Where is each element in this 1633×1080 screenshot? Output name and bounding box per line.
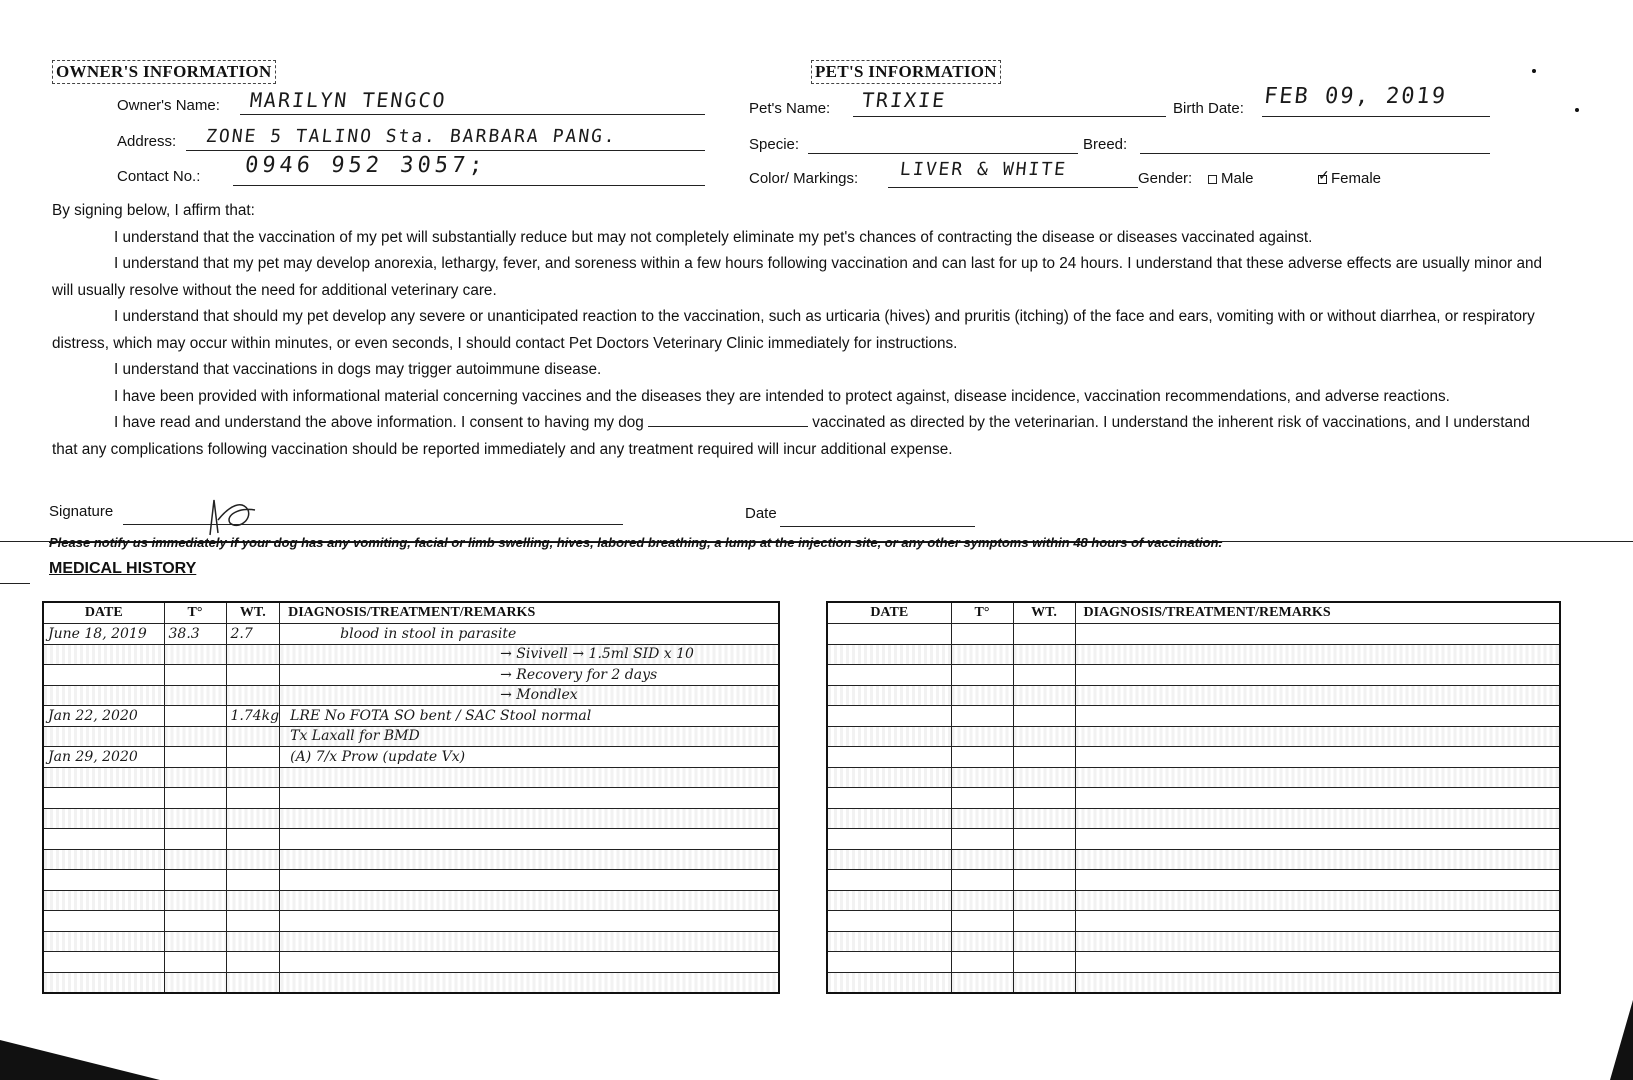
table-cell[interactable]	[164, 706, 226, 727]
signature-field[interactable]	[123, 506, 623, 525]
table-cell[interactable]	[43, 685, 164, 706]
table-cell[interactable]	[280, 931, 779, 952]
table-cell[interactable]	[164, 808, 226, 829]
table-cell[interactable]	[1075, 911, 1560, 932]
table-row	[43, 685, 779, 706]
table-cell[interactable]	[226, 726, 280, 747]
owner-name-label: Owner's Name:	[117, 97, 220, 114]
table-cell[interactable]	[226, 952, 280, 973]
table-row	[43, 808, 779, 829]
col-remarks-header: DIAGNOSIS/TREATMENT/REMARKS	[280, 602, 779, 624]
col-remarks-header: DIAGNOSIS/TREATMENT/REMARKS	[1075, 602, 1560, 624]
table-cell[interactable]	[280, 952, 779, 973]
table-row	[827, 952, 1560, 973]
table-cell[interactable]	[827, 767, 951, 788]
table-cell[interactable]	[1013, 624, 1075, 645]
table-cell[interactable]	[1075, 952, 1560, 973]
table-cell[interactable]	[1013, 788, 1075, 809]
color-label: Color/ Markings:	[749, 170, 859, 187]
table-cell[interactable]	[43, 829, 164, 850]
table-cell[interactable]	[226, 931, 280, 952]
entry-weight	[227, 667, 231, 683]
table-cell[interactable]	[951, 952, 1013, 973]
table-cell[interactable]	[1075, 788, 1560, 809]
table-cell[interactable]	[43, 747, 164, 768]
table-row	[43, 624, 779, 645]
table-cell[interactable]	[827, 788, 951, 809]
table-row	[43, 849, 779, 870]
consent-block	[52, 198, 1552, 463]
entry-weight	[227, 749, 231, 765]
table-cell[interactable]	[951, 788, 1013, 809]
table-cell[interactable]	[827, 665, 951, 686]
consent-p6	[52, 410, 1552, 463]
table-cell[interactable]	[827, 808, 951, 829]
breed-field[interactable]	[1140, 135, 1490, 154]
table-cell[interactable]	[1013, 952, 1075, 973]
table-cell[interactable]	[951, 911, 1013, 932]
table-cell[interactable]	[1013, 890, 1075, 911]
table-row	[43, 706, 779, 727]
table-row	[827, 931, 1560, 952]
table-cell[interactable]	[164, 788, 226, 809]
owner-section-title: OWNER'S INFORMATION	[52, 60, 276, 84]
entry-remark: Tx Laxall for BMD	[290, 728, 420, 745]
dog-name-blank[interactable]	[648, 412, 808, 427]
entry-date	[44, 667, 48, 683]
table-cell[interactable]	[43, 849, 164, 870]
table-cell[interactable]	[43, 972, 164, 993]
table-cell[interactable]	[280, 829, 779, 850]
table-row	[43, 890, 779, 911]
entry-temp	[165, 708, 169, 724]
table-cell[interactable]	[827, 911, 951, 932]
col-temp-header: T°	[951, 602, 1013, 624]
entry-remark: → Mondlex	[500, 687, 578, 704]
scan-corner-shadow	[1600, 1000, 1633, 1080]
table-cell[interactable]	[226, 972, 280, 993]
pet-name-label: Pet's Name:	[749, 100, 831, 117]
table-cell[interactable]	[164, 911, 226, 932]
table-cell[interactable]	[827, 685, 951, 706]
date-label: Date	[745, 505, 777, 522]
table-cell[interactable]	[1075, 624, 1560, 645]
table-cell[interactable]	[1075, 890, 1560, 911]
table-cell[interactable]	[43, 890, 164, 911]
col-temp-header: T°	[164, 602, 226, 624]
specie-label: Specie:	[749, 136, 800, 153]
table-row	[827, 685, 1560, 706]
table-row	[43, 870, 779, 891]
table-cell[interactable]	[1075, 644, 1560, 665]
table-row	[43, 726, 779, 747]
table-cell[interactable]	[951, 624, 1013, 645]
notify-notice: Please notify us immediately if your dog has any vomiting, facial or limb swelling, hives, labored breathing, a lump at the injection site, or any other symptoms within 48 hours of vaccination.	[49, 535, 1223, 550]
table-cell[interactable]	[1013, 706, 1075, 727]
table-row	[827, 890, 1560, 911]
table-row	[43, 747, 779, 768]
table-cell[interactable]	[226, 808, 280, 829]
pet-section-title: PET'S INFORMATION	[811, 60, 1001, 84]
table-cell[interactable]	[280, 747, 779, 768]
table-cell[interactable]	[1013, 972, 1075, 993]
table-cell[interactable]	[827, 706, 951, 727]
female-label: Female	[1331, 170, 1382, 187]
table-row	[827, 706, 1560, 727]
table-cell[interactable]	[1075, 849, 1560, 870]
table-cell[interactable]	[1075, 870, 1560, 891]
table-cell[interactable]	[1013, 665, 1075, 686]
table-cell[interactable]	[226, 665, 280, 686]
table-row	[43, 767, 779, 788]
table-cell[interactable]	[280, 972, 779, 993]
table-cell[interactable]	[1075, 706, 1560, 727]
table-row	[827, 726, 1560, 747]
table-cell[interactable]	[43, 665, 164, 686]
table-cell[interactable]	[43, 870, 164, 891]
table-cell[interactable]	[280, 685, 779, 706]
consent-intro: By signing below, I affirm that:	[52, 202, 255, 219]
table-cell[interactable]	[226, 685, 280, 706]
table-cell[interactable]	[1075, 931, 1560, 952]
table-cell[interactable]	[1013, 829, 1075, 850]
entry-date: Jan 29, 2020	[48, 748, 138, 765]
table-cell[interactable]	[1013, 870, 1075, 891]
table-cell[interactable]	[827, 870, 951, 891]
consent-p4: I understand that vaccinations in dogs may trigger autoimmune disease.	[114, 361, 602, 378]
table-row	[827, 972, 1560, 993]
col-weight-header: WT.	[1013, 602, 1075, 624]
entry-remark: (A) 7/x Prow (update Vx)	[290, 748, 466, 765]
gender-male-option[interactable]	[1208, 170, 1254, 187]
pet-name-value: TRIXIE	[860, 88, 948, 112]
table-cell[interactable]	[951, 829, 1013, 850]
table-cell[interactable]	[1075, 808, 1560, 829]
table-row	[827, 849, 1560, 870]
table-cell[interactable]	[1075, 972, 1560, 993]
table-cell[interactable]	[164, 870, 226, 891]
table-cell[interactable]	[43, 767, 164, 788]
entry-temp	[165, 687, 169, 703]
table-cell[interactable]	[951, 685, 1013, 706]
table-cell[interactable]	[164, 767, 226, 788]
table-cell[interactable]	[1013, 849, 1075, 870]
table-cell[interactable]	[43, 808, 164, 829]
medical-history-table-left	[42, 601, 780, 994]
scan-speck	[1575, 108, 1579, 112]
table-cell[interactable]	[280, 706, 779, 727]
table-cell[interactable]	[1013, 767, 1075, 788]
table-cell[interactable]	[951, 747, 1013, 768]
table-cell[interactable]	[1075, 726, 1560, 747]
table-cell[interactable]	[951, 767, 1013, 788]
table-cell[interactable]	[827, 829, 951, 850]
table-row	[43, 972, 779, 993]
table-cell[interactable]	[827, 644, 951, 665]
table-cell[interactable]	[951, 890, 1013, 911]
entry-remark: blood in stool in parasite	[340, 625, 517, 642]
entry-temp	[165, 646, 169, 662]
table-row	[827, 644, 1560, 665]
birth-date-value: FEB 09, 2019	[1262, 84, 1449, 109]
table-cell[interactable]	[951, 972, 1013, 993]
table-row	[43, 931, 779, 952]
table-cell[interactable]	[43, 644, 164, 665]
table-cell[interactable]	[43, 952, 164, 973]
entry-weight: 1.74kg	[230, 707, 280, 724]
table-cell[interactable]	[1075, 685, 1560, 706]
consent-p6b: vaccinated as directed by the veterinarian. I understand the inherent risk of vaccinations, and I understand that any complications following vaccination should be reported immediately and any treatment required will incur additional expense.	[52, 414, 1530, 458]
table-cell[interactable]	[43, 788, 164, 809]
table-cell[interactable]	[280, 808, 779, 829]
table-row	[43, 788, 779, 809]
owner-name-value: MARILYN TENGCO	[248, 88, 448, 112]
table-row	[43, 829, 779, 850]
consent-p2: I understand that my pet may develop anorexia, lethargy, fever, and soreness within a few hours following vaccination and can last for up to 24 hours. I understand that these adverse effects are usually minor and will usually resolve without the need for additional veterinary care.	[52, 255, 1542, 299]
table-cell[interactable]	[280, 890, 779, 911]
table-cell[interactable]	[951, 706, 1013, 727]
table-cell[interactable]	[164, 726, 226, 747]
female-check-mark-icon: ✓	[1318, 167, 1330, 183]
table-cell[interactable]	[164, 644, 226, 665]
table-cell[interactable]	[280, 788, 779, 809]
entry-weight	[227, 687, 231, 703]
table-row	[827, 624, 1560, 645]
table-row	[827, 911, 1560, 932]
table-cell[interactable]	[951, 870, 1013, 891]
entry-temp	[165, 667, 169, 683]
table-cell[interactable]	[1013, 685, 1075, 706]
entry-temp	[165, 749, 169, 765]
table-cell[interactable]	[1013, 726, 1075, 747]
entry-weight	[227, 646, 231, 662]
table-row	[827, 767, 1560, 788]
medical-history-title: MEDICAL HISTORY	[49, 560, 197, 577]
table-cell[interactable]	[827, 952, 951, 973]
table-row	[827, 870, 1560, 891]
table-cell[interactable]	[226, 624, 280, 645]
table-cell[interactable]	[226, 849, 280, 870]
table-cell[interactable]	[226, 890, 280, 911]
scan-speck	[1532, 69, 1536, 73]
entry-remark: → Recovery for 2 days	[500, 666, 658, 683]
entry-remark: → Sivivell → 1.5ml SID x 10	[500, 646, 694, 663]
table-cell[interactable]	[951, 849, 1013, 870]
male-checkbox[interactable]	[1208, 175, 1217, 184]
table-cell[interactable]	[164, 890, 226, 911]
table-cell[interactable]	[1013, 747, 1075, 768]
color-value: LIVER & WHITE	[898, 159, 1068, 180]
table-cell[interactable]	[280, 849, 779, 870]
entry-temp	[165, 728, 169, 744]
table-cell[interactable]	[827, 849, 951, 870]
table-header-row	[43, 602, 779, 624]
table-cell[interactable]	[1013, 911, 1075, 932]
table-cell[interactable]	[1075, 747, 1560, 768]
table-cell[interactable]	[280, 870, 779, 891]
consent-p6a: I have read and understand the above information. I consent to having my dog	[114, 414, 644, 431]
table-cell[interactable]	[280, 644, 779, 665]
table-cell[interactable]	[226, 870, 280, 891]
table-row	[43, 911, 779, 932]
table-cell[interactable]	[226, 767, 280, 788]
entry-remark: LRE No FOTA SO bent / SAC Stool normal	[290, 707, 592, 724]
table-cell[interactable]	[280, 726, 779, 747]
table-header-row	[827, 602, 1560, 624]
table-row	[827, 788, 1560, 809]
scan-corner-shadow	[0, 1030, 170, 1080]
table-cell[interactable]	[164, 665, 226, 686]
table-row	[827, 665, 1560, 686]
table-cell[interactable]	[1075, 829, 1560, 850]
table-cell[interactable]	[226, 644, 280, 665]
entry-weight: 2.7	[230, 625, 253, 642]
table-cell[interactable]	[951, 726, 1013, 747]
entry-weight	[227, 728, 231, 744]
signature-label: Signature	[49, 503, 114, 520]
address-label: Address:	[117, 133, 177, 150]
table-cell[interactable]	[43, 624, 164, 645]
col-date-header: DATE	[827, 602, 951, 624]
table-row	[827, 808, 1560, 829]
contact-label: Contact No.:	[117, 168, 201, 185]
table-cell[interactable]	[1013, 644, 1075, 665]
table-cell[interactable]	[1075, 767, 1560, 788]
breed-label: Breed:	[1083, 136, 1128, 153]
table-cell[interactable]	[280, 665, 779, 686]
medical-history-table-right	[826, 601, 1561, 994]
table-cell[interactable]	[280, 767, 779, 788]
table-row	[827, 747, 1560, 768]
table-cell[interactable]	[43, 726, 164, 747]
address-value: ZONE 5 TALINO Sta. BARBARA PANG.	[204, 126, 618, 147]
male-label: Male	[1221, 170, 1254, 187]
table-cell[interactable]	[226, 788, 280, 809]
entry-date: June 18, 2019	[48, 625, 147, 642]
table-row	[43, 665, 779, 686]
table-cell[interactable]	[43, 911, 164, 932]
table-cell[interactable]	[164, 849, 226, 870]
table-cell[interactable]	[164, 972, 226, 993]
date-field[interactable]	[780, 508, 975, 527]
col-date-header: DATE	[43, 602, 164, 624]
table-cell[interactable]	[827, 726, 951, 747]
table-cell[interactable]	[226, 829, 280, 850]
birth-date-label: Birth Date:	[1173, 100, 1244, 117]
entry-temp: 38.3	[168, 625, 200, 642]
consent-p3: I understand that should my pet develop any severe or unanticipated reaction to the vaccination, such as urticaria (hives) and pruritis (itching) of the face and ears, vomiting with or without diarrhea, or respiratory distress, which may occur within minutes, or even seconds, I should contact Pet Doctors Veterinary Clinic immediately for instructions.	[52, 308, 1535, 352]
table-cell[interactable]	[1013, 808, 1075, 829]
gender-label: Gender:	[1138, 170, 1193, 187]
table-cell[interactable]	[827, 931, 951, 952]
table-cell[interactable]	[226, 911, 280, 932]
entry-date	[44, 728, 48, 744]
entry-date: Jan 22, 2020	[48, 707, 138, 724]
table-cell[interactable]	[164, 931, 226, 952]
table-cell[interactable]	[1013, 931, 1075, 952]
table-row	[43, 952, 779, 973]
table-cell[interactable]	[951, 931, 1013, 952]
entry-date	[44, 687, 48, 703]
table-cell[interactable]	[827, 624, 951, 645]
table-row	[827, 829, 1560, 850]
table-cell[interactable]	[164, 829, 226, 850]
table-cell[interactable]	[951, 644, 1013, 665]
table-cell[interactable]	[1075, 665, 1560, 686]
table-cell[interactable]	[951, 665, 1013, 686]
table-cell[interactable]	[951, 808, 1013, 829]
table-cell[interactable]	[164, 624, 226, 645]
table-cell[interactable]	[827, 890, 951, 911]
consent-p1: I understand that the vaccination of my pet will substantially reduce but may not completely eliminate my pet's chances of contracting the disease or diseases vaccinated against.	[114, 228, 1313, 246]
table-cell[interactable]	[827, 972, 951, 993]
table-cell[interactable]	[43, 706, 164, 727]
contact-value: 0946 952 3057;	[243, 153, 488, 178]
table-cell[interactable]	[226, 706, 280, 727]
table-cell[interactable]	[280, 911, 779, 932]
table-row	[43, 644, 779, 665]
table-cell[interactable]	[827, 747, 951, 768]
scan-edge-mark	[0, 583, 30, 584]
table-cell[interactable]	[280, 624, 779, 645]
entry-date	[44, 646, 48, 662]
table-cell[interactable]	[164, 747, 226, 768]
specie-field[interactable]	[808, 135, 1078, 154]
table-cell[interactable]	[226, 747, 280, 768]
table-cell[interactable]	[164, 952, 226, 973]
table-cell[interactable]	[164, 685, 226, 706]
col-weight-header: WT.	[226, 602, 280, 624]
table-cell[interactable]	[43, 931, 164, 952]
consent-p5: I have been provided with informational material concerning vaccines and the diseases they are intended to protect against, disease incidence, vaccination recommendations, and adverse reactions.	[114, 387, 1450, 405]
